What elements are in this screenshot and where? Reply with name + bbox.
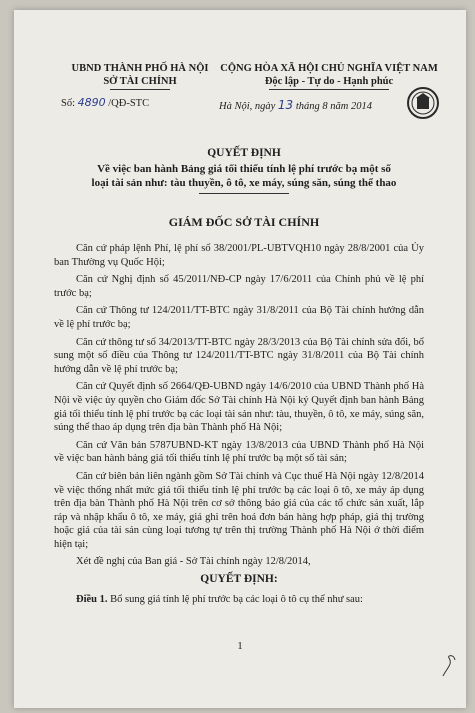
article-1-text: Bổ sung giá tính lệ phí trước bạ các loại ô tô cụ thể như sau: bbox=[110, 593, 363, 605]
legal-basis-paragraph: Căn cứ Thông tư 124/2011/TT-BTC ngày 31/8/2011 của Bộ Tài chính hướng dẫn về lệ phí trước bạ; bbox=[54, 305, 424, 330]
motto-underline bbox=[269, 89, 389, 90]
document-page bbox=[14, 10, 466, 708]
date-day-handwritten: 13 bbox=[277, 98, 294, 112]
legal-basis-paragraph: Căn cứ Quyết định số 2664/QĐ-UBND ngày 14/6/2010 của UBND Thành phố Hà Nội về việc ủy quyền cho Giám đốc Sở Tài chính Hà Nội ký Quyết định ban hành Bảng giá tối thiểu tính lệ phí trước bạ các loại tài sản như: tàu, thuyền, ô tô, xe máy, súng săn, súng thể thao áp dụng trên địa bàn Thành phố Hà Nội; bbox=[54, 381, 424, 434]
proposal-paragraph: Xét đề nghị của Ban giá - Sở Tài chính ngày 12/8/2014, bbox=[76, 556, 311, 568]
document-header bbox=[14, 10, 466, 130]
decision-title bbox=[44, 146, 444, 194]
title-line-1: Về việc ban hành Bảng giá tối thiểu tính lệ phí trước bạ một số bbox=[97, 163, 391, 175]
date-suffix: tháng 8 năm 2014 bbox=[295, 101, 372, 112]
decision-heading: QUYẾT ĐỊNH: bbox=[200, 573, 278, 586]
city-emblem-icon bbox=[406, 86, 440, 120]
date-prefix: Hà Nội, ngày bbox=[219, 101, 276, 112]
legal-basis-paragraph: Căn cứ biên bản liên ngành gồm Sở Tài chính và Cục thuế Hà Nội ngày 12/8/2014 về việc thống nhất mức giá tối thiểu tính lệ phí trước bạ các loại ô tô, xe máy áp dụng trên địa bàn Thành phố Hà Nội trên cơ sở thông báo giá của các tổ chức sản xuất, lắp ráp và nhập khẩu ô tô, xe máy, giá ghi trên hoá đơn bán hàng hợp pháp, giá thị trường hoặc giá của tài sản cùng loại tương tự trên thị trường Thành phố Hà Nội ở thời điểm hiện tại; bbox=[54, 470, 424, 550]
document-number bbox=[61, 96, 149, 109]
number-handwritten: 4890 bbox=[77, 96, 106, 109]
title-underline bbox=[199, 193, 289, 194]
number-prefix: Số: bbox=[61, 98, 76, 109]
margin-mark-icon bbox=[439, 650, 459, 680]
title-line-2: loại tài sản như: tàu thuyền, ô tô, xe máy, súng săn, súng thể thao bbox=[91, 177, 397, 189]
country-name: CỘNG HÒA XÃ HỘI CHỦ NGHĨA VIỆT NAM bbox=[220, 63, 438, 74]
page-number: 1 bbox=[237, 640, 243, 652]
agency-underline bbox=[110, 89, 170, 90]
legal-basis-paragraph: Căn cứ Văn bản 5787UBND-KT ngày 13/8/2013 của UBND Thành phố Hà Nội về việc ban hành bảng giá tối thiểu tính lệ phí trước bạ một số tài sản; bbox=[54, 439, 424, 465]
article-1-label: Điều 1. bbox=[76, 593, 108, 605]
legal-basis-paragraph: Căn cứ thông tư số 34/2013/TT-BTC ngày 28/3/2013 của Bộ Tài chính sửa đổi, bổ sung một số điều của Thông tư 124/2011/TT-BTC ngày 31/8/2011 của Bộ Tài chính hướng dẫn về lệ phí trước bạ; bbox=[54, 336, 424, 375]
issue-date bbox=[219, 98, 372, 112]
motto: Độc lập - Tự do - Hạnh phúc bbox=[264, 76, 394, 87]
issuing-agency bbox=[60, 62, 220, 90]
article-1 bbox=[54, 593, 424, 607]
agency-name: SỞ TÀI CHÍNH bbox=[103, 76, 177, 87]
legal-basis-paragraph: Căn cứ Nghị định số 45/2011/NĐ-CP ngày 17/6/2011 của Chính phủ về lệ phí trước bạ; bbox=[54, 274, 424, 299]
legal-basis-paragraph: Căn cứ pháp lệnh Phí, lệ phí số 38/2001/PL-UBTVQH10 ngày 28/8/2001 của Ủy ban Thường vụ Quốc Hội; bbox=[54, 243, 424, 268]
decision-kind: QUYẾT ĐỊNH bbox=[207, 147, 281, 159]
number-suffix: /QĐ-STC bbox=[108, 98, 150, 109]
agency-parent: UBND THÀNH PHỐ HÀ NỘI bbox=[71, 63, 209, 74]
document-body bbox=[54, 242, 424, 606]
authority-heading: GIÁM ĐỐC SỞ TÀI CHÍNH bbox=[168, 215, 320, 229]
